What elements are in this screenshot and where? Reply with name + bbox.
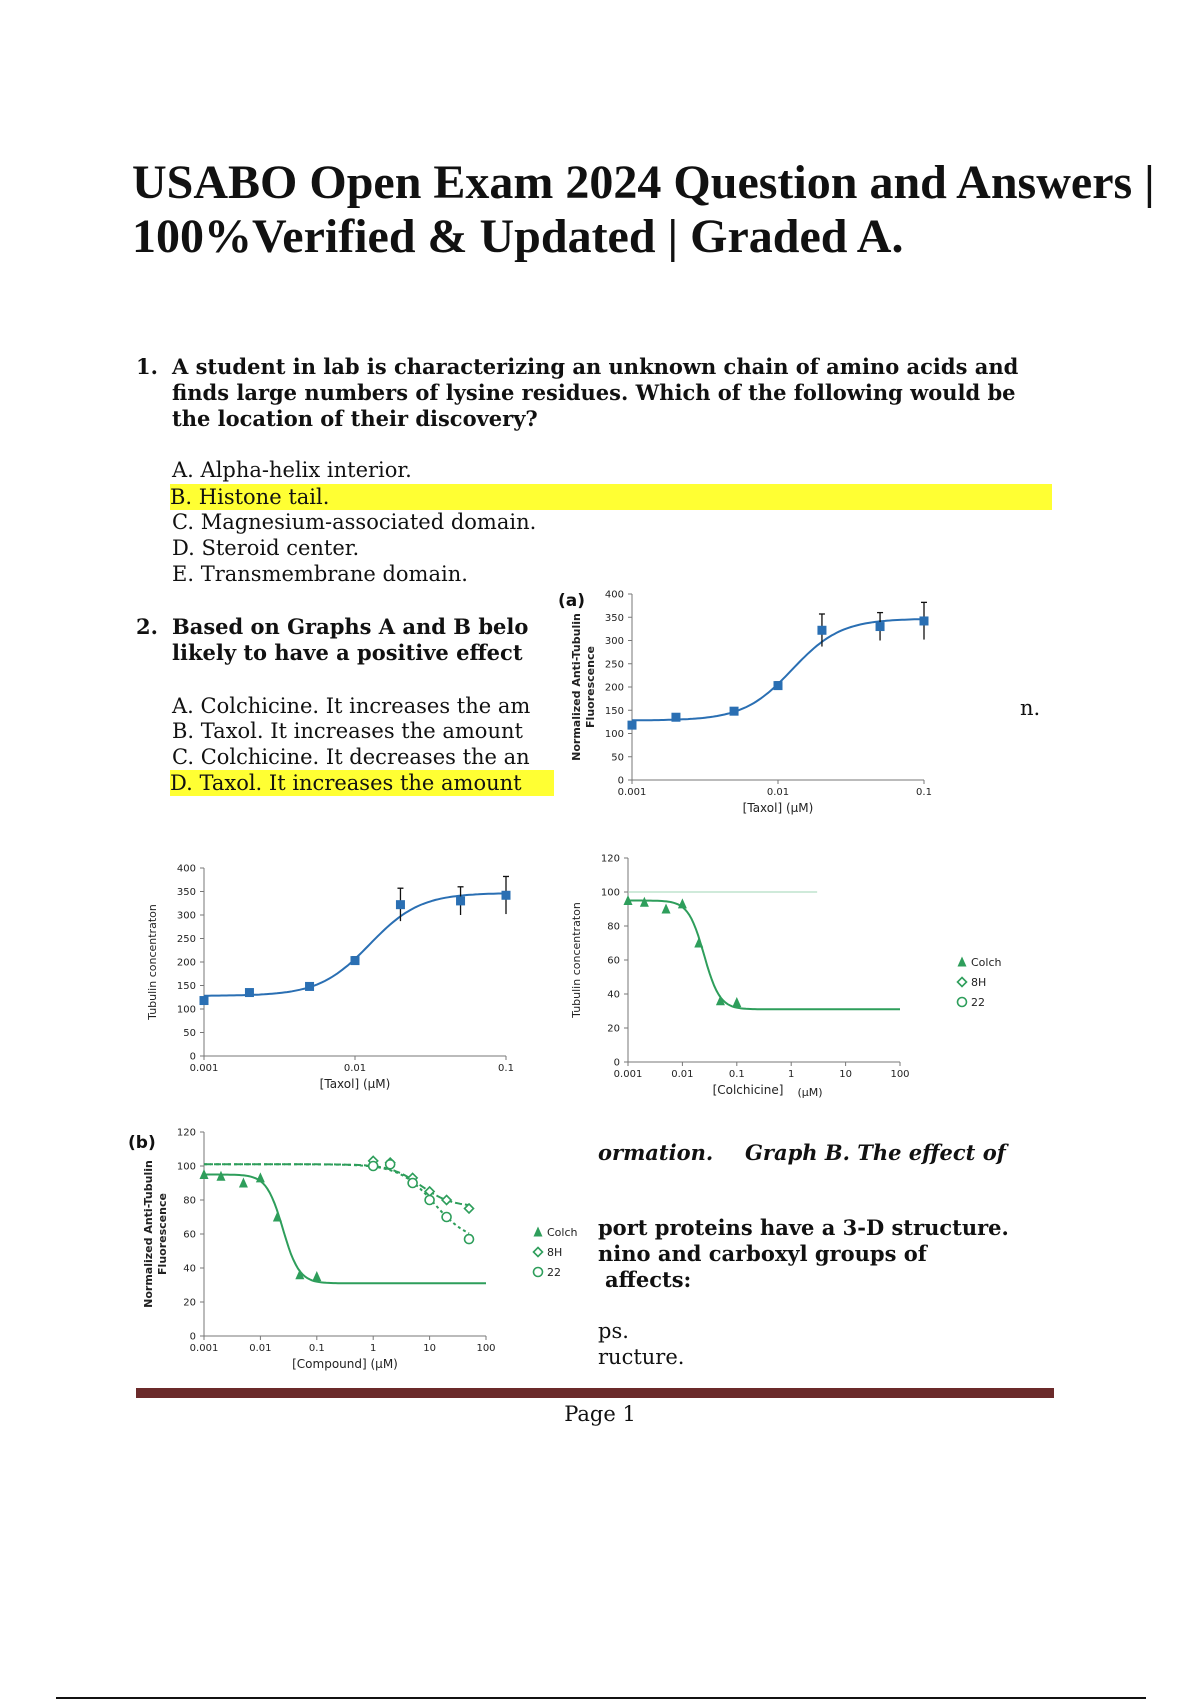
chart-svg-graph-taxol-2 — [136, 858, 516, 1098]
legend-label-8h: 8H — [547, 1246, 563, 1259]
chart-svg-graph-colchicine — [560, 848, 1030, 1100]
y-tick-label: 100 — [176, 1161, 196, 1173]
y-tick-label: 120 — [600, 853, 620, 865]
x-tick-label: 10 — [839, 1069, 852, 1080]
x-tick-label: 0.1 — [498, 1063, 514, 1074]
fragment-line1: port proteins have a 3-D structure. — [598, 1215, 1009, 1240]
data-point-22 — [386, 1160, 395, 1169]
y-tick-label: 400 — [176, 863, 196, 875]
y-tick-label: 200 — [604, 682, 624, 694]
question-1-stem: A student in lab is characterizing an unknown chain of amino acids and finds large numbers of lysine residues. Which of the following would be the location of their discovery? — [172, 354, 1019, 431]
q1-option-a[interactable]: A. Alpha-helix interior. — [172, 458, 412, 482]
data-point-colch — [694, 938, 703, 948]
document-title: USABO Open Exam 2024 Question and Answers | 100%Verified & Updated | Graded A. — [132, 156, 1155, 263]
x-tick-label: 1 — [370, 1343, 377, 1354]
data-point-taxol — [730, 707, 739, 716]
y-tick-label: 150 — [604, 705, 624, 717]
x-axis-label: [Colchicine] — [712, 1083, 784, 1097]
y-tick-label: 250 — [604, 659, 624, 671]
y-tick-label: 400 — [604, 589, 624, 601]
panel-label: (a) — [558, 591, 586, 611]
panel-label: (b) — [128, 1133, 156, 1153]
x-tick-label: 0.01 — [249, 1343, 272, 1354]
legend-marker-colch — [958, 957, 967, 967]
q1-option-b-answer[interactable]: B. Histone tail. — [170, 484, 1052, 510]
x-tick-label: 0.001 — [189, 1063, 219, 1074]
data-point-taxol — [396, 900, 405, 909]
y-tick-label: 40 — [607, 989, 620, 1001]
y-tick-label: 60 — [607, 955, 620, 967]
data-point-colch — [312, 1271, 321, 1281]
data-point-taxol — [305, 982, 314, 991]
q2-trailing-fragment: n. — [1020, 696, 1041, 720]
data-point-colch — [732, 997, 741, 1007]
x-tick-label: 0.01 — [671, 1069, 694, 1080]
data-point-22 — [408, 1179, 417, 1188]
x-tick-label: 100 — [476, 1343, 496, 1354]
question-2-stem-line1: Based on Graphs A and B belo — [172, 614, 529, 639]
legend-marker-22 — [958, 998, 967, 1007]
x-tick-label: 0.001 — [617, 787, 647, 798]
x-tick-label: 0.1 — [916, 787, 932, 798]
y-tick-label: 20 — [607, 1023, 620, 1035]
data-point-colch — [640, 897, 649, 907]
x-tick-label: 0.1 — [728, 1069, 745, 1080]
q1-option-d[interactable]: D. Steroid center. — [172, 536, 360, 560]
y-tick-label: 100 — [604, 729, 624, 740]
chart-svg-graph-a-top — [554, 582, 934, 822]
data-point-taxol — [502, 891, 511, 900]
question-1-number: 1. — [136, 354, 158, 379]
footer-rule — [136, 1388, 1054, 1398]
legend-marker-22 — [534, 1268, 543, 1277]
data-point-taxol — [774, 681, 783, 690]
data-point-colch — [256, 1172, 265, 1182]
q1-option-c[interactable]: C. Magnesium-associated domain. — [172, 510, 537, 534]
y-tick-label: 120 — [176, 1127, 196, 1139]
data-point-8h — [442, 1196, 451, 1205]
x-axis-label: [Taxol] (µM) — [742, 801, 814, 815]
x-tick-label: 0.01 — [766, 787, 790, 798]
y-tick-label: 300 — [176, 910, 196, 922]
fragment-line4: ps. — [598, 1319, 629, 1343]
x-tick-label: 0.1 — [308, 1343, 325, 1354]
x-tick-label: 0.001 — [613, 1069, 643, 1080]
y-tick-label: 350 — [604, 612, 624, 624]
page-number: Page 1 — [564, 1402, 636, 1426]
y-axis-label-line1: Normalized Anti-Tubulin — [570, 613, 583, 761]
x-tick-label: 100 — [890, 1069, 910, 1080]
graph-taxol-tubulin-chart — [136, 858, 516, 1098]
data-point-22 — [465, 1235, 474, 1244]
y-axis-label: Tubulin concentraton — [570, 902, 583, 1018]
data-point-colch — [216, 1171, 225, 1181]
x-axis-label: [Compound] (µM) — [292, 1357, 398, 1371]
question-2-stem-line2: likely to have a positive effect — [172, 640, 523, 665]
y-tick-label: 50 — [183, 1028, 196, 1039]
y-axis-label-line2: Fluorescence — [584, 646, 597, 728]
data-point-taxol — [920, 616, 929, 625]
fragment-formation: ormation. — [598, 1140, 714, 1165]
y-tick-label: 0 — [613, 1057, 620, 1069]
q2-option-d-answer[interactable]: D. Taxol. It increases the amount — [170, 770, 554, 796]
y-tick-label: 80 — [183, 1195, 196, 1207]
legend-marker-colch — [534, 1227, 543, 1237]
y-tick-label: 200 — [176, 957, 196, 969]
graph-colchicine-chart — [560, 848, 1030, 1100]
q1-option-e[interactable]: E. Transmembrane domain. — [172, 562, 468, 586]
y-tick-label: 100 — [176, 1004, 196, 1016]
x-tick-label: 1 — [788, 1069, 795, 1080]
x-tick-label: 0.01 — [343, 1063, 367, 1074]
fit-curve-colch — [628, 901, 900, 1010]
data-point-taxol — [245, 988, 254, 997]
y-tick-label: 250 — [176, 934, 196, 945]
data-point-22 — [442, 1213, 451, 1222]
y-tick-label: 150 — [176, 981, 196, 992]
q2-option-a[interactable]: A. Colchicine. It increases the am — [172, 694, 531, 718]
legend-marker-8h — [534, 1248, 543, 1257]
data-point-colch — [662, 904, 671, 914]
y-tick-label: 0 — [189, 1051, 196, 1063]
fragment-line2: nino and carboxyl groups of — [598, 1241, 927, 1266]
data-point-colch — [239, 1178, 248, 1188]
page-bottom-line — [56, 1697, 1146, 1699]
chart-svg-graph-b — [126, 1118, 592, 1376]
legend-label-8h: 8H — [971, 976, 987, 989]
x-axis-label: [Taxol] (µM) — [319, 1077, 391, 1091]
fragment-graph-b-caption: Graph B. The effect of — [745, 1140, 1006, 1165]
data-point-taxol — [671, 713, 680, 722]
y-tick-label: 0 — [617, 775, 624, 787]
y-tick-label: 350 — [176, 887, 196, 898]
data-point-taxol — [817, 626, 826, 635]
y-tick-label: 40 — [183, 1263, 196, 1275]
y-tick-label: 300 — [604, 636, 624, 647]
legend-label-22: 22 — [971, 996, 985, 1009]
question-2-number: 2. — [136, 614, 158, 639]
data-point-taxol — [351, 956, 360, 965]
x-tick-label: 10 — [423, 1343, 436, 1354]
data-point-22 — [425, 1196, 434, 1205]
data-point-taxol — [200, 996, 209, 1005]
y-axis-label-line1: Normalized Anti-Tubulin — [142, 1160, 155, 1308]
legend-label-colch: Colch — [971, 956, 1002, 969]
y-tick-label: 80 — [607, 921, 620, 933]
legend-label-22: 22 — [547, 1266, 561, 1279]
data-point-taxol — [456, 896, 465, 905]
fit-curve-colch — [204, 1175, 486, 1284]
y-tick-label: 60 — [183, 1229, 196, 1241]
data-point-taxol — [628, 721, 637, 730]
y-tick-label: 50 — [611, 752, 624, 764]
data-point-22 — [369, 1162, 378, 1171]
graph-b-compound-chart — [126, 1118, 592, 1376]
graph-a-taxol-chart — [554, 582, 934, 822]
q2-option-b[interactable]: B. Taxol. It increases the amount — [172, 719, 523, 743]
y-tick-label: 0 — [189, 1331, 196, 1343]
q2-option-c[interactable]: C. Colchicine. It decreases the an — [172, 745, 530, 769]
data-point-taxol — [876, 622, 885, 631]
legend-marker-8h — [958, 978, 967, 987]
fragment-line3: affects: — [605, 1267, 692, 1292]
data-point-colch — [273, 1212, 282, 1222]
y-tick-label: 100 — [600, 887, 620, 899]
y-axis-label: Tubulin concentraton — [146, 904, 159, 1020]
y-axis-label-line2: Fluorescence — [156, 1193, 169, 1275]
x-tick-label: 0.001 — [189, 1343, 219, 1354]
fragment-line5: ructure. — [598, 1345, 685, 1369]
data-point-colch — [678, 898, 687, 908]
x-axis-unit: (µM) — [797, 1086, 823, 1099]
legend-label-colch: Colch — [547, 1226, 578, 1239]
y-tick-label: 20 — [183, 1297, 196, 1309]
